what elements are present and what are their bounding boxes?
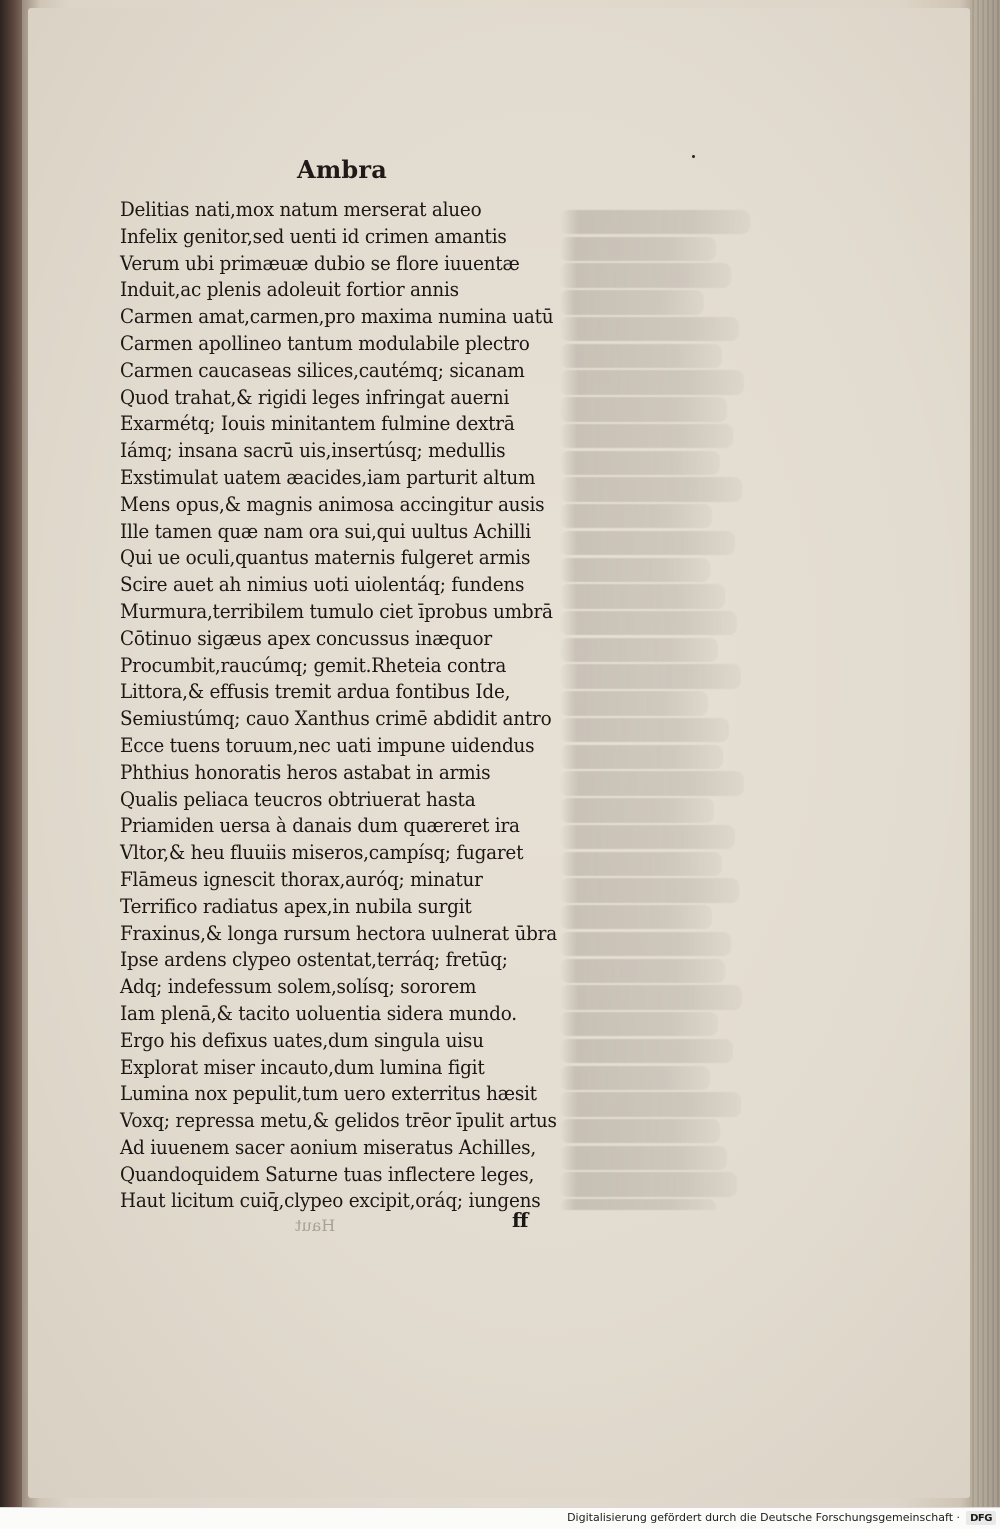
verse-line: Ergo his defixus uates,dum singula uisu	[120, 1027, 484, 1052]
verse-line: Exarmétq; Iouis minitantem fulmine dextrā	[120, 411, 515, 436]
verse-line: Scire auet ah nimius uoti uiolentáq; fundens	[120, 572, 525, 597]
verse-line: Carmen amat,carmen,pro maxima numina uatū	[120, 304, 554, 329]
signature-mark: ff	[512, 1208, 529, 1232]
show-through-catchword: Haut	[295, 1216, 336, 1235]
verse-line: Exstimulat uatem æacides,iam parturit altum	[120, 464, 536, 489]
dfg-logo-icon: DFG	[966, 1511, 996, 1525]
verse-line: Mens opus,& magnis animosa accingitur ausis	[120, 491, 545, 516]
binding-edge	[0, 0, 22, 1508]
verse-line: Delitias nati,mox natum merserat alueo	[120, 197, 482, 221]
verse-line: Cōtinuo sigæus apex concussus inæquor	[120, 625, 492, 650]
page-stack-edge	[970, 0, 1000, 1508]
verse-line: Phthius honoratis heros astabat in armis	[120, 759, 491, 784]
verse-line: Fraxinus,& longa rursum hectora uulnerat ūbra	[120, 920, 557, 945]
verse-line: Infelix genitor,sed uenti id crimen amantis	[120, 223, 507, 248]
verse-line: Ille tamen quæ nam ora sui,qui uultus Achilli	[120, 518, 531, 543]
verse-line: Quandoquidem Saturne tuas inflectere leges,	[120, 1161, 535, 1186]
footer-bar	[0, 1507, 1000, 1529]
verse-line: Semiustúmq; cauo Xanthus crimē abdidit antro	[120, 706, 552, 731]
verse-line: Procumbit,raucúmq; gemit.Rheteia contra	[120, 652, 507, 677]
verse-line: Voxq; repressa metu,& gelidos trēor īpulit artus	[120, 1108, 557, 1133]
verse-line: Induit,ac plenis adoleuit fortior annis	[120, 277, 459, 302]
verse-line: Ipse ardens clypeo ostentat,terráq; fretūq;	[120, 947, 508, 972]
verse-line: Qui ue oculi,quantus maternis fulgeret armis	[120, 545, 531, 570]
verse-line: Murmura,terribilem tumulo ciet īprobus umbrā	[120, 598, 553, 623]
verse-line: Adq; indefessum solem,solísq; sororem	[120, 974, 477, 999]
verse-line: Ecce tuens toruum,nec uati impune uidendus	[120, 732, 535, 757]
verse-line: Iam plenā,& tacito uoluentia sidera mundo.	[120, 1000, 517, 1025]
verse-line: Carmen caucaseas silices,cautémq; sicanam	[120, 357, 525, 382]
verse-line: Ad iuuenem sacer aonium miseratus Achilles,	[120, 1134, 536, 1159]
ink-speck	[692, 155, 695, 158]
verse-line: Lumina nox pepulit,tum uero exterritus hæsit	[120, 1081, 537, 1106]
verse-line: Iámq; insana sacrū uis,insertúsq; medullis	[120, 438, 506, 463]
verse-line: Verum ubi primæuæ dubio se flore iuuentæ	[120, 250, 520, 275]
verse-line: Vltor,& heu fluuiis miseros,campísq; fugaret	[120, 840, 524, 865]
verse-line: Qualis peliaca teucros obtriuerat hasta	[120, 786, 476, 811]
footer-credit: Digitalisierung gefördert durch die Deutsche Forschungsgemeinschaft ·	[567, 1511, 960, 1524]
verse-line: Terrifico radiatus apex,in nubila surgit	[120, 893, 472, 918]
verse-line: Littora,& effusis tremit ardua fontibus Ide,	[120, 679, 511, 704]
verse-line: Explorat miser incauto,dum lumina figit	[120, 1054, 485, 1079]
running-head: Ambra	[297, 155, 387, 184]
verse-line: Quod trahat,& rigidi leges infringat auerni	[120, 384, 510, 409]
verse-line: Flāmeus ignescit thorax,auróq; minatur	[120, 866, 483, 891]
verse-text-block	[120, 196, 590, 1214]
verse-line: Haut licitum cuiq̄,clypeo excipit,oráq; iungens	[120, 1188, 541, 1213]
verse-line: Carmen apollineo tantum modulabile plectro	[120, 330, 530, 355]
verse-line: Priamiden uersa à danais dum quæreret ira	[120, 813, 520, 838]
